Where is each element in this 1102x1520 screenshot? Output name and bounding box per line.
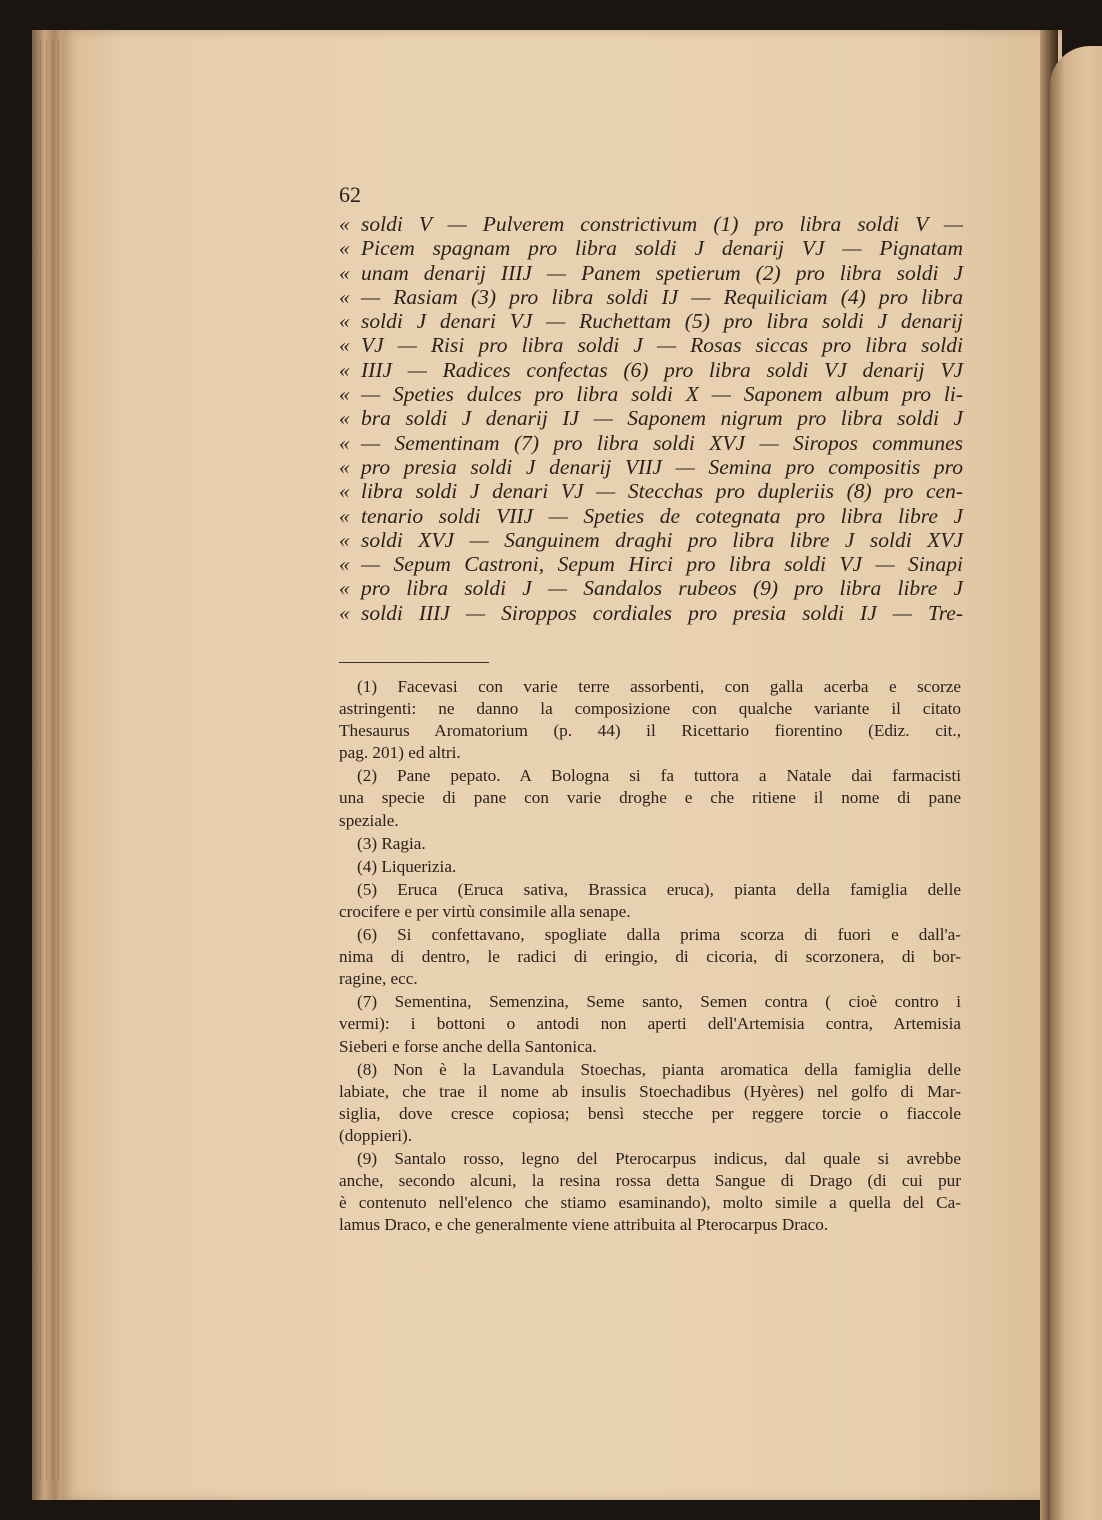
body-line-text: VJ — Risi pro libra soldi J — Rosas siccas pro libra soldi (361, 333, 963, 358)
guillemet: « (339, 284, 350, 309)
footnote-line: (9) Santalo rosso, legno del Pterocarpus indicus, dal quale si avrebbe (357, 1148, 961, 1168)
body-line-text: — Sepum Castroni, Sepum Hirci pro libra soldi VJ — Sinapi (361, 552, 963, 577)
page-number: 62 (339, 182, 361, 207)
footnote (339, 991, 961, 1057)
footnote-line: una specie di pane con varie droghe e che ritiene il nome di pane (339, 788, 961, 808)
body-line (339, 309, 963, 333)
footnote-line: Thesaurus Aromatorium (p. 44) il Ricettario fiorentino (Ediz. cit., (339, 721, 961, 741)
body-line (339, 455, 963, 479)
body-line-text: unam denarij IIIJ — Panem spetierum (2) pro libra soldi J (361, 260, 963, 285)
footnote-line: anche, secondo alcuni, la resina rossa detta Sangue di Drago (di cui pur (339, 1171, 961, 1191)
body-line (339, 261, 963, 285)
footnote-line: siglia, dove cresce copiosa; bensì stecche per reggere torcie o fiaccole (339, 1103, 961, 1123)
footnote-line: astringenti: ne danno la composizione con qualche variante il citato (339, 699, 961, 719)
body-line (339, 479, 963, 503)
footnote-line: labiate, che trae il nome ab insulis Stoechadibus (Hyères) nel golfo di Mar- (339, 1081, 961, 1101)
guillemet: « (339, 406, 350, 431)
guillemet: « (339, 552, 350, 577)
footnote-line: è contenuto nell'elenco che stiamo esaminando), molto simile a quella del Ca- (339, 1193, 961, 1213)
guillemet: « (339, 479, 350, 504)
footnote-rule (339, 662, 489, 663)
body-line-text: soldi J denari VJ — Ruchettam (5) pro libra soldi J denarij (361, 309, 963, 334)
guillemet: « (339, 357, 350, 382)
body-line (339, 504, 963, 528)
footnote-line: (8) Non è la Lavandula Stoechas, pianta aromatica della famiglia delle (357, 1059, 961, 1079)
guillemet: « (339, 527, 350, 552)
guillemet: « (339, 212, 350, 236)
footnote (339, 879, 961, 923)
footnote-line: (1) Facevasi con varie terre assorbenti, con galla acerba e scorze (357, 677, 961, 696)
guillemet: « (339, 454, 350, 479)
footnote (339, 833, 961, 855)
body-line (339, 236, 963, 260)
guillemet: « (339, 309, 350, 334)
body-line-text: bra soldi J denarij IJ — Saponem nigrum pro libra soldi J (361, 406, 963, 431)
footnote (339, 924, 961, 990)
body-line (339, 333, 963, 357)
guillemet: « (339, 430, 350, 455)
footnote-line: vermi): i bottoni o antodi non aperti dell'Artemisia contra, Artemisia (339, 1014, 961, 1034)
guillemet: « (339, 382, 350, 407)
footnote (339, 1148, 961, 1236)
footnote (339, 856, 961, 878)
guillemet: « (339, 576, 350, 601)
guillemet: « (339, 333, 350, 358)
body-line-text: pro presia soldi J denarij VIIJ — Semina pro compositis pro (361, 454, 963, 479)
footnote-line: (doppieri). (339, 1125, 413, 1145)
body-line (339, 576, 963, 600)
main-text-block (339, 212, 963, 625)
footnote (339, 676, 961, 764)
body-line-text: — Sementinam (7) pro libra soldi XVJ — Siropos communes (361, 430, 963, 455)
body-line (339, 382, 963, 406)
guillemet: « (339, 503, 350, 528)
footnote (339, 1059, 961, 1147)
footnote-line: (3) Ragia. (357, 833, 426, 853)
body-line-text: IIIJ — Radices confectas (6) pro libra soldi VJ denarij VJ (361, 357, 963, 382)
body-line (339, 406, 963, 430)
body-line (339, 212, 963, 236)
body-line (339, 431, 963, 455)
footnote-line: nima di dentro, le radici di eringio, di cicoria, di scorzonera, di bor- (339, 947, 961, 967)
footnote (339, 765, 961, 831)
footnote-line: (6) Si confettavano, spogliate dalla prima scorza di fuori e dall'a- (357, 925, 961, 945)
body-line-text: pro libra soldi J — Sandalos rubeos (9) pro libra libre J (361, 576, 963, 601)
footnote-line: (4) Liquerizia. (357, 856, 457, 876)
body-line-text: — Rasiam (3) pro libra soldi IJ — Requiliciam (4) pro libra (361, 284, 963, 309)
body-line-text: soldi XVJ — Sanguinem draghi pro libra libre J soldi XVJ (361, 527, 963, 552)
body-line (339, 552, 963, 576)
footnote-line: (7) Sementina, Semenzina, Seme santo, Semen contra ( cioè contro i (357, 992, 961, 1012)
guillemet: « (339, 260, 350, 285)
footnote-line: lamus Draco, e che generalmente viene attribuita al Pterocarpus Draco. (339, 1215, 829, 1235)
body-line (339, 601, 963, 625)
body-line-text: tenario soldi VIIJ — Speties de cotegnata pro libra libre J (361, 503, 963, 528)
footnote-line: speziale. (339, 810, 399, 830)
body-line-text: soldi V — Pulverem constrictivum (1) pro libra soldi V — (361, 212, 963, 236)
footnotes-block (339, 676, 961, 1237)
footnote-line: (5) Eruca (Eruca sativa, Brassica eruca), pianta della famiglia delle (357, 879, 961, 899)
guillemet: « (339, 600, 350, 625)
footnote-line: pag. 201) ed altri. (339, 743, 461, 763)
body-line-text: soldi IIIJ — Siroppos cordiales pro presia soldi IJ — Tre- (361, 600, 963, 625)
footnote-line: (2) Pane pepato. A Bologna si fa tuttora a Natale dai farmacisti (357, 766, 961, 786)
body-line (339, 358, 963, 382)
body-line (339, 285, 963, 309)
footnote-line: Sieberi e forse anche della Santonica. (339, 1036, 597, 1056)
body-line-text: Picem spagnam pro libra soldi J denarij VJ — Pignatam (361, 236, 963, 261)
body-line (339, 528, 963, 552)
body-line-text: libra soldi J denari VJ — Stecchas pro dupleriis (8) pro cen- (361, 479, 963, 504)
footnote-line: ragine, ecc. (339, 969, 418, 989)
guillemet: « (339, 236, 350, 261)
footnote-line: crocifere e per virtù consimile alla senape. (339, 901, 631, 921)
body-line-text: — Speties dulces pro libra soldi X — Saponem album pro li- (361, 382, 963, 407)
facing-page-edge (1050, 46, 1102, 1520)
